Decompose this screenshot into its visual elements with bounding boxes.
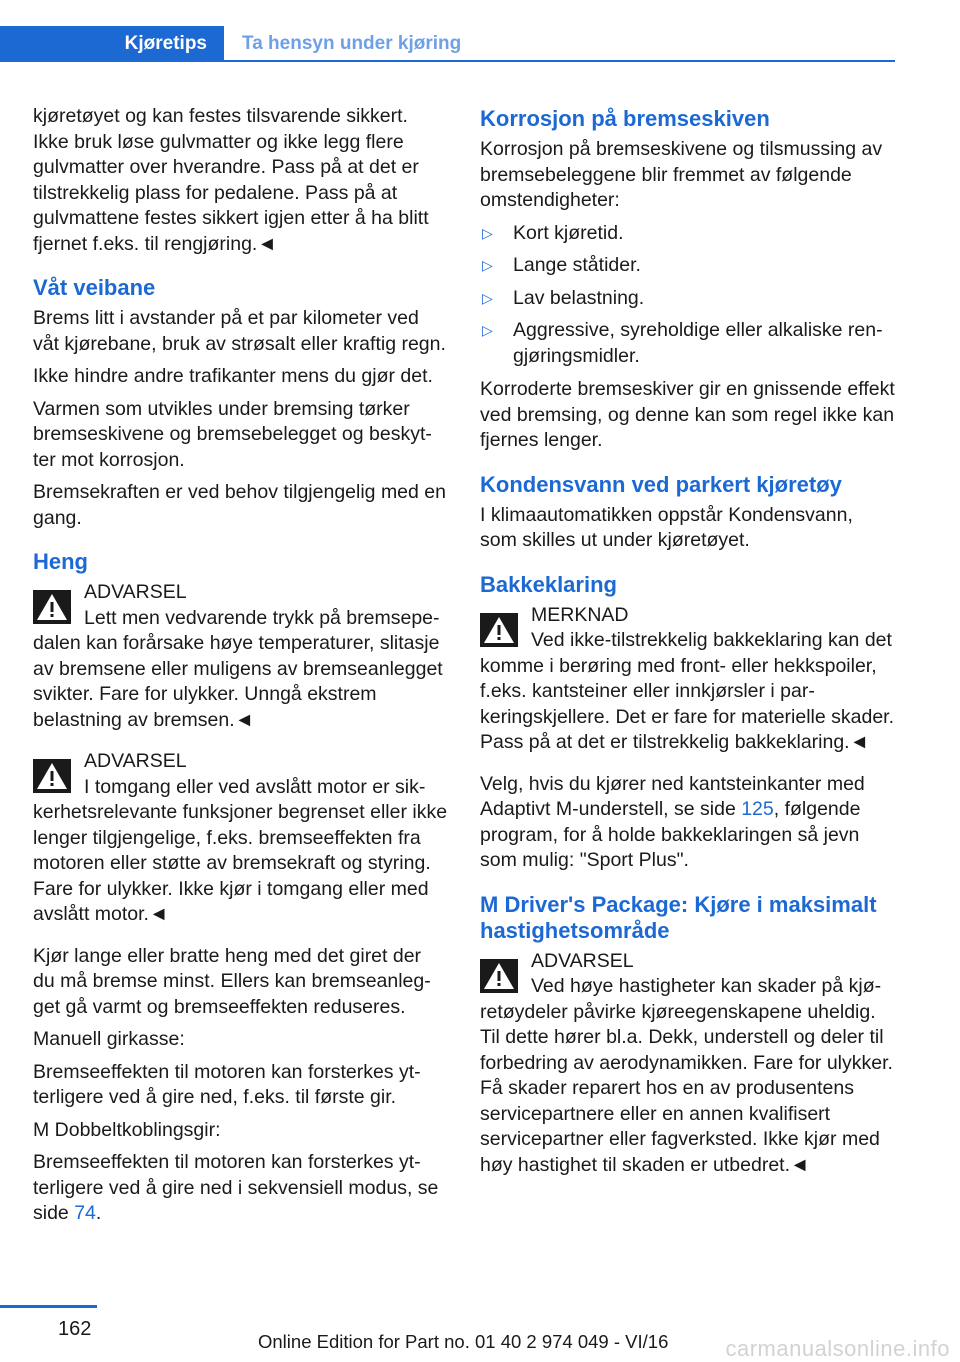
heading-condensation: Kondensvann ved parkert kjøretøy — [480, 471, 842, 497]
note-label: MERKNAD — [531, 603, 629, 626]
note-text: Ved ikke-tilstrekkelig bakkeklaring kan det komme i berøring med front- eller hekkspoiler, f.eks. kantsteiner eller innkjørsler i parkeringskjellere. Det er fare for materielle skader. Pass på at det er tilstrekkelig bakkeklaring.◄ — [480, 629, 895, 753]
tab-chapter-label: Ta hensyn under kjøring — [242, 33, 462, 54]
heading-slopes: Heng — [33, 549, 88, 574]
warning-label: ADVARSEL — [84, 581, 187, 603]
paragraph-floor-mats: kjøretøyet og kan festes tilsvarende sikkert. Ikke bruk løse gulvmatter og ikke legg flere gulvmatter over hverandre. Pass på at det er tilstrekkelig plass for pedalene. Pass på at gulvmattene festes sikkert igjen etter å ha blitt fjernet f.eks. til rengjøring.◄ — [33, 105, 429, 255]
tab-section-label: Kjøretips — [124, 33, 207, 54]
paragraph-dct — [33, 1150, 448, 1227]
bullet-triangle-icon: ▷ — [482, 224, 493, 241]
paragraph-slopes: Kjør lange eller bratte heng med det giret der du må bremse minst. Ellers kan bremseanlegget gå varmt og bremseeffekten reduseres. — [33, 944, 431, 1018]
bullet-triangle-icon: ▷ — [482, 257, 493, 273]
paragraph-manual-label: Manuell girkasse: — [33, 1028, 185, 1050]
heading-ground-clearance: Bakkeklaring — [480, 571, 617, 597]
list-item-text: Lav belastning. — [513, 286, 645, 309]
bullet-list — [480, 221, 895, 370]
warning-text: Ved høye hastigheter kan skader på kjøretøydeler påvirke kjøreegenskapene uheldig. Til dette hører bl.a. Dekk, understell og deler til forbedring av aerodynamikken. Fare for ulykker. Få skader reparert hos en av produsentens servicepartnere eller en annen kvalifisert servicepartner eller fagverksted. Ikke kjør med høy hastighet til skaden er utbedret.◄ — [480, 975, 893, 1176]
paragraph-corrosion-1: Korrosjon på bremseskivene og tilsmussing av bremsebeleggene blir fremmet av følgende omstendigheter: — [480, 138, 883, 211]
list-item — [480, 318, 895, 369]
page-number: 162 — [58, 1318, 92, 1340]
list-item — [480, 253, 895, 279]
tab-chapter[interactable] — [224, 26, 895, 62]
heading-wet-road: Våt veibane — [33, 275, 156, 300]
header-rule — [224, 60, 895, 62]
warning-triangle-icon — [33, 590, 71, 624]
footer-rule — [0, 1305, 97, 1308]
heading-m-driver: M Driver's Package: Kjøre i maksimalt hastighetsområde — [480, 891, 877, 943]
paragraph-condensation: I klimaautomatikken oppstår Kondensvann, som skilles ut under kjøretøyet. — [480, 503, 853, 551]
warning-block-1 — [33, 580, 448, 733]
dct-text-end: . — [95, 1202, 102, 1224]
dct-text: Bremseeffekten til motoren kan forsterkes ytterligere ved å gire ned i sekvensiell modus, se side — [33, 1151, 439, 1224]
warning-triangle-icon — [480, 959, 518, 993]
warning-text: Lett men vedvarende trykk på bremsepedalen kan forårsake høye temperaturer, slitasje av bremsene eller muligens av bremseanlegget svikter. Fare for ulykker. Unngå ekstrem belastning av bremsen.◄ — [33, 606, 443, 731]
paragraph-dct-label: M Dobbeltkoblingsgir: — [33, 1118, 221, 1141]
ground-text-end: , følgende program, for å holde bakkeklaringen så jevn som mulig: "Sport Plus". — [480, 798, 861, 871]
right-column — [480, 104, 895, 1194]
heading-corrosion: Korrosjon på bremseskiven — [480, 106, 770, 131]
warning-triangle-icon — [33, 759, 71, 793]
warning-triangle-icon — [480, 613, 518, 647]
watermark: carmanualsonline.info — [725, 1336, 950, 1361]
paragraph-wet-2: Ikke hindre andre trafikanter mens du gjør det. — [33, 365, 433, 387]
list-item-text: Aggressive, syreholdige eller alkaliske rengjøringsmidler. — [513, 319, 883, 367]
paragraph-ground-clearance — [480, 772, 895, 874]
tab-section[interactable] — [0, 26, 224, 62]
list-item — [480, 286, 895, 312]
ground-text: Velg, hvis du kjører ned kantsteinkanter med Adaptivt M-understell, se side — [480, 772, 865, 820]
warning-block-2 — [33, 749, 448, 928]
list-item — [480, 221, 895, 247]
bullet-triangle-icon: ▷ — [482, 322, 493, 338]
paragraph-corrosion-2: Korroderte bremseskiver gir en gnissende effekt ved bremsing, og denne kan som regel ikke kan fjernes lenger. — [480, 378, 895, 451]
paragraph-wet-3: Varmen som utvikles under bremsing tørker bremseskivene og bremsebelegget og beskytter mot korrosjon. — [33, 397, 432, 471]
bullet-triangle-icon: ▷ — [482, 289, 493, 306]
edition-text: Online Edition for Part no. 01 40 2 974 049 - VI/16 — [258, 1331, 669, 1352]
warning-block-3 — [480, 949, 895, 1179]
note-block — [480, 603, 895, 756]
list-item-text: Lange ståtider. — [513, 254, 641, 276]
paragraph-wet-1: Brems litt i avstander på et par kilometer ved våt kjørebane, bruk av strøsalt eller kraftig regn. — [33, 307, 446, 355]
page-link-125[interactable]: 125 — [741, 798, 774, 820]
warning-text: I tomgang eller ved avslått motor er sikkerhetsrelevante funksjoner begrenset eller ikke lenger tilgjengelige, f.eks. bremseeffekten fra motoren eller støtte av bremsekraft og styring. Fare for ulykker. Ikke kjør i tomgang eller med avslått motor.◄ — [33, 775, 448, 925]
left-column — [33, 104, 448, 1234]
list-item-text: Kort kjøretid. — [513, 221, 624, 244]
paragraph-manual: Bremseeffekten til motoren kan forsterkes ytterligere ved å gire ned, f.eks. til første gir. — [33, 1060, 421, 1108]
page-header — [0, 26, 895, 62]
paragraph-wet-4: Bremsekraften er ved behov tilgjengelig med en gang. — [33, 481, 446, 529]
page-link-74[interactable]: 74 — [74, 1202, 96, 1224]
warning-label: ADVARSEL — [531, 949, 634, 972]
warning-label: ADVARSEL — [84, 750, 187, 772]
